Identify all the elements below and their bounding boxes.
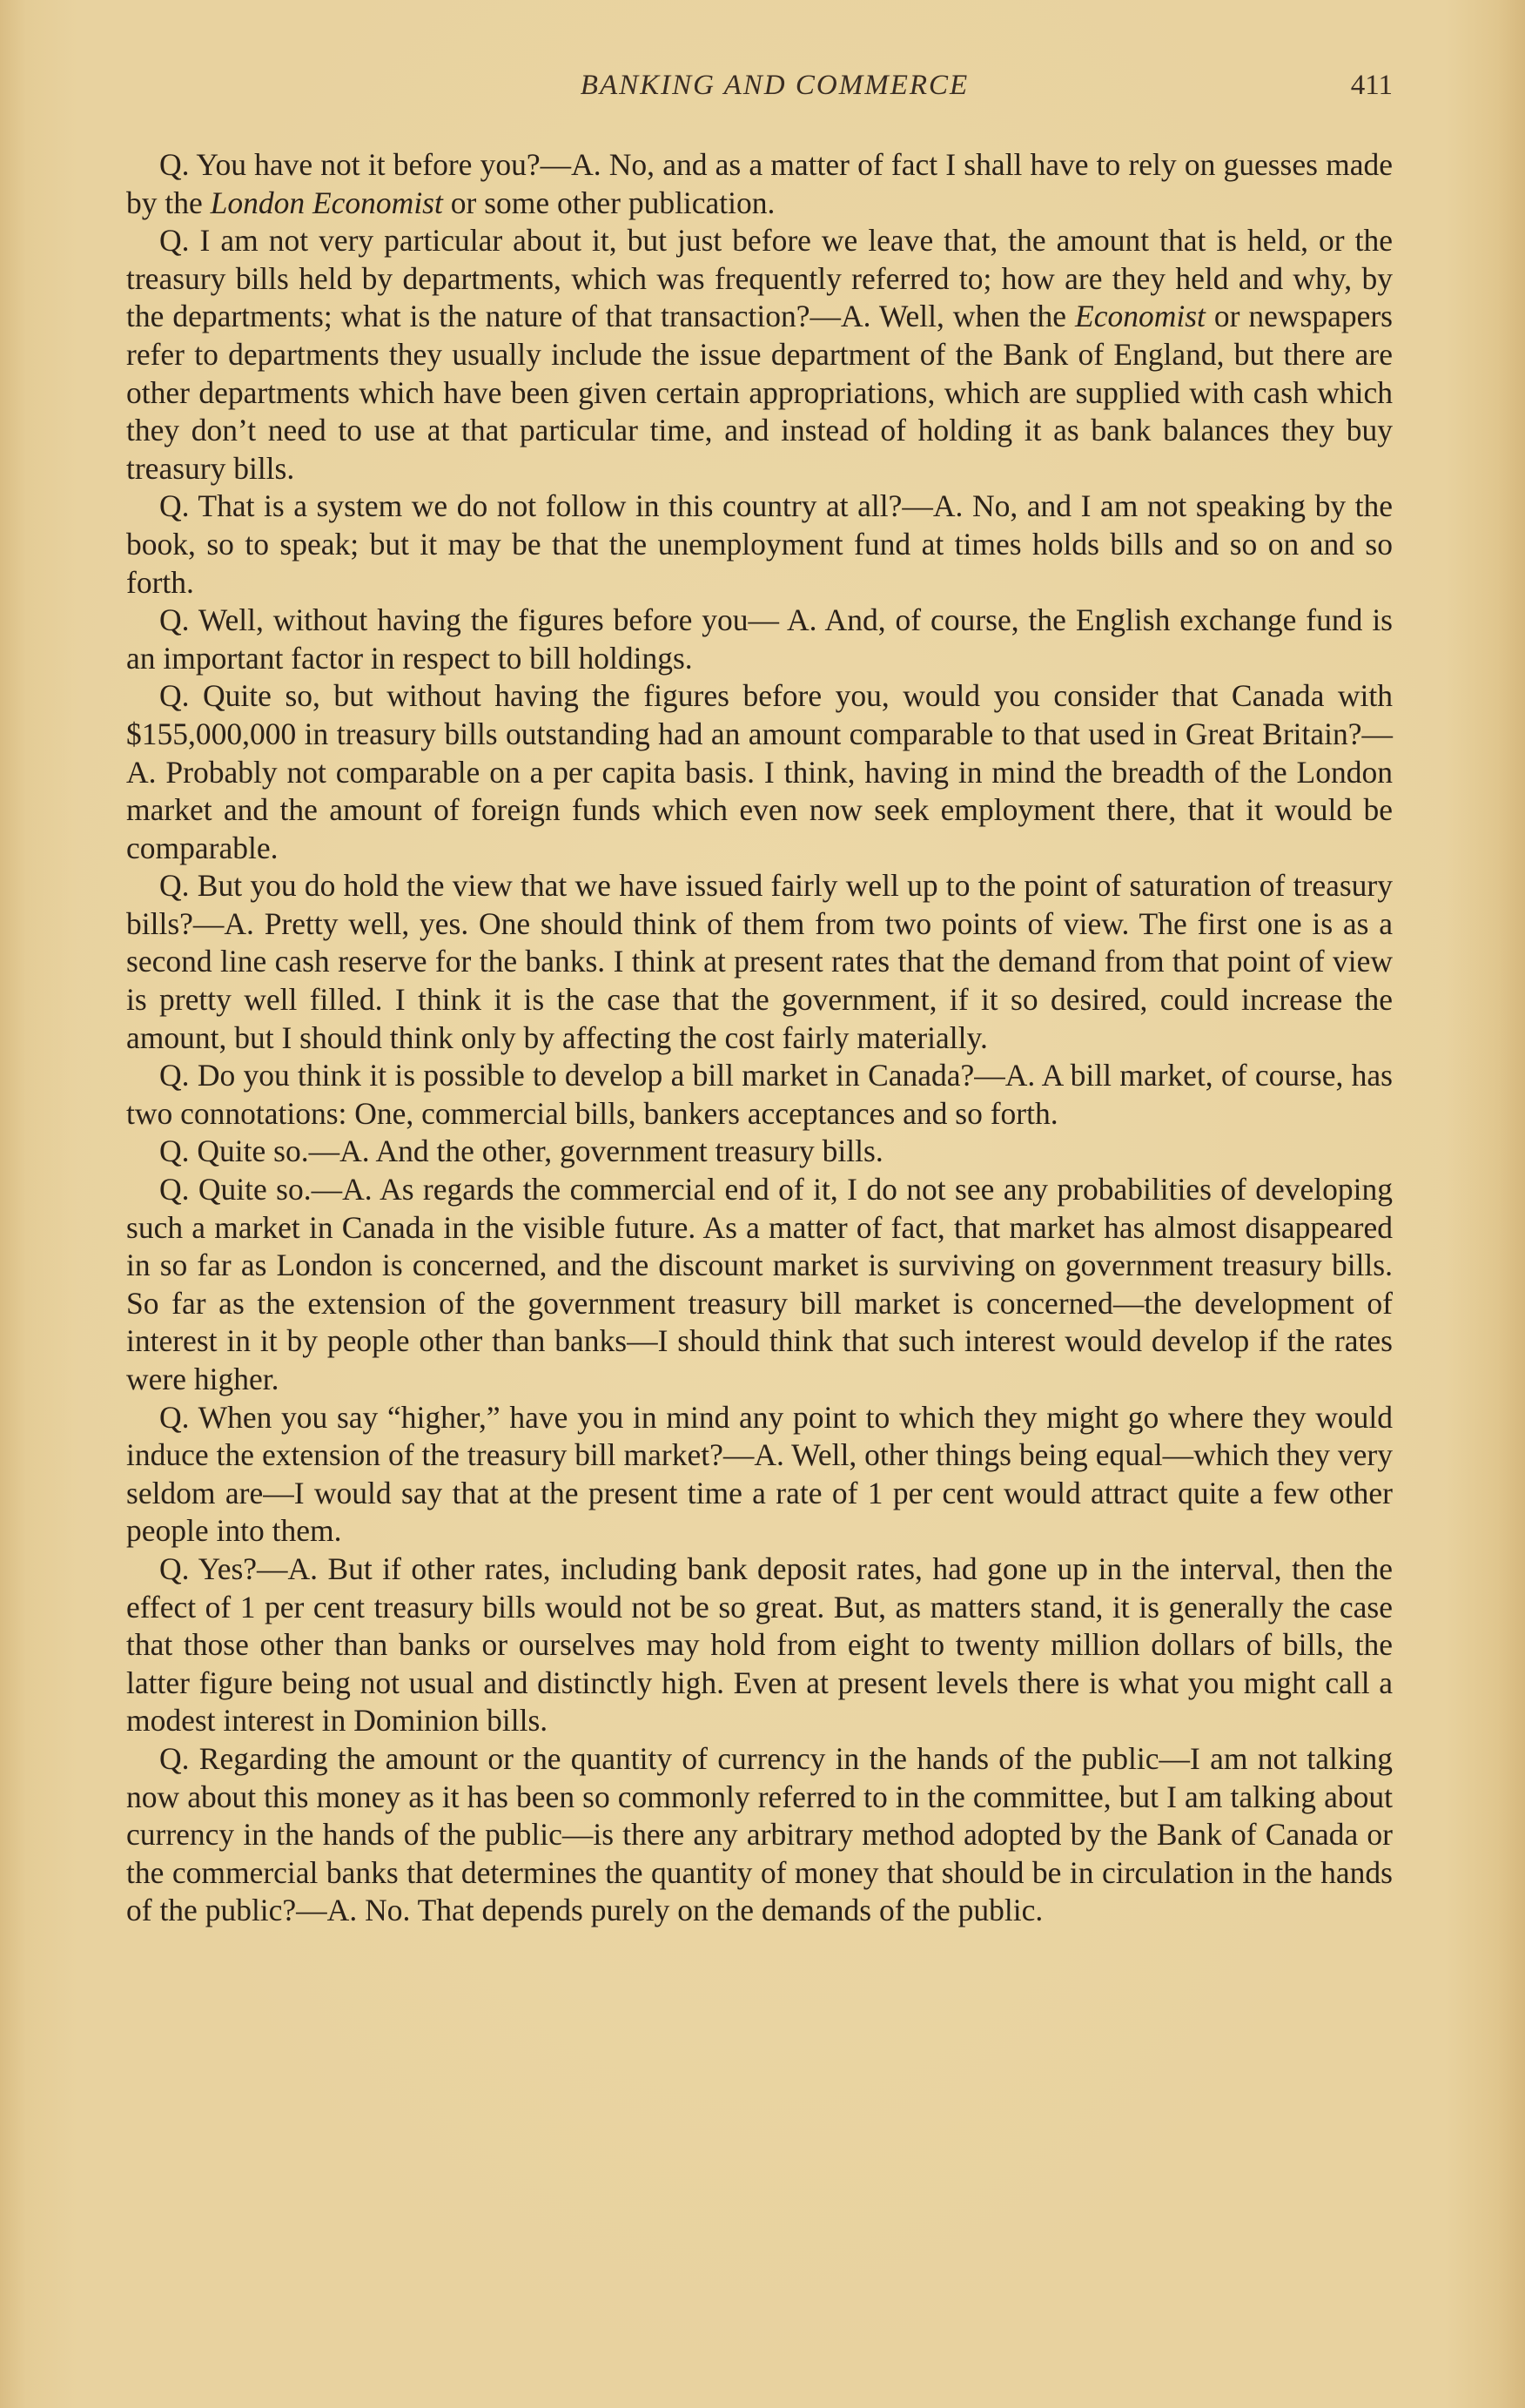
italic-title: Economist [1075, 299, 1206, 334]
text-run: Q. Quite so.—A. As regards the commercial end of it, I do not see any probabilities of developing such a market in Canada in the visible future. As a matter of fact, that market has almost disappeared in so far as London is concerned, and the discount market is surviving on government treasury bills. So far as the extension of the government treasury bill market is concerned—the development of interest in it by people other than banks—I should think that such interest would develop if the rates were higher. [126, 1172, 1393, 1396]
paragraph [126, 602, 1393, 677]
text-run: Q. When you say “higher,” have you in mind any point to which they might go where they would induce the extension of the treasury bill market?—A. Well, other things being equal—which they very seldom are—I would say that at the present time a rate of 1 per cent would attract quite a few other people into them. [126, 1399, 1393, 1549]
text-run: Q. Regarding the amount or the quantity of currency in the hands of the public—I am not talking now about this money as it has been so commonly referred to in the committee, but I am talking about currency in the hands of the public—is there any arbitrary method adopted by the Bank of Canada or the commercial banks that determines the quantity of money that should be in circulation in the hands of the public?—A. No. That depends purely on the demands of the public. [126, 1740, 1393, 1928]
text-run: Q. You have not it before you?—A. No, and as a matter of fact I shall have to rely on guesses made by the [126, 147, 1393, 220]
text-run: Q. That is a system we do not follow in this country at all?—A. No, and I am not speaking by the book, so to speak; but it may be that the unemployment fund at times holds bills and so on and so forth. [126, 488, 1393, 600]
text-run: or newspapers refer to departments they usually include the issue department of the Bank of England, but there are other departments which have been given certain appropriations, which are supplied with cash which they don’t need to use at that particular time, and instead of holding it as bank balances they buy treasury bills. [126, 299, 1393, 486]
paragraph [126, 1133, 1393, 1171]
italic-title: London Economist [210, 185, 443, 220]
text-run: Q. Quite so.—A. And the other, government treasury bills. [159, 1133, 883, 1169]
text-run: Q. Do you think it is possible to develop a bill market in Canada?—A. A bill market, of course, has two connotations: One, commercial bills, bankers acceptances and so forth. [126, 1058, 1393, 1131]
text-run: Q. I am not very particular about it, but just before we leave that, the amount that is held, or the treasury bills held by departments, which was frequently referred to; how are they held and why, by the departments; what is the nature of that transaction?—A. Well, when the [126, 223, 1393, 334]
text-run: or some other publication. [442, 185, 776, 220]
paragraph [126, 146, 1393, 222]
text-run: Q. But you do hold the view that we have issued fairly well up to the point of saturation of treasury bills?—A. Pretty well, yes. One should think of them from two points of view. The first one is as a second line cash reserve for the banks. I think at present rates that the demand from that point of view is pretty well filled. I think it is the case that the government, if it so desired, could increase the amount, but I should think only by affecting the cost fairly materially. [126, 868, 1393, 1055]
paragraph [126, 1399, 1393, 1550]
text-run: Q. Quite so, but without having the figures before you, would you consider that Canada with $155,000,000 in treasury bills outstanding had an amount comparable to that used in Great Britain?—A. Probably not comparable on a per capita basis. I think, having in mind the breadth of the London market and the amount of foreign funds which even now seek employment there, that it would be comparable. [126, 678, 1393, 865]
page-number: 411 [1350, 70, 1393, 101]
text-run: Q. Yes?—A. But if other rates, including bank deposit rates, had gone up in the interval, then the effect of 1 per cent treasury bills would not be so great. But, as matters stand, it is generally the case that those other than banks or ourselves may hold from eight to twenty million dollars of bills, the latter figure being not usual and distinctly high. Even at present levels there is what you might call a modest interest in Dominion bills. [126, 1550, 1393, 1739]
paragraph [126, 222, 1393, 488]
paragraph [126, 1171, 1393, 1399]
paragraph [126, 1740, 1393, 1930]
running-head: BANKING AND COMMERCE [580, 70, 970, 101]
paragraph [126, 1057, 1393, 1133]
text-run: Q. Well, without having the figures before you— A. And, of course, the English exchange fund is an important factor in respect to bill holdings. [126, 602, 1393, 676]
paragraph [126, 867, 1393, 1057]
paragraph [126, 677, 1393, 867]
paragraph [126, 1550, 1393, 1740]
page-header [157, 70, 1393, 113]
paragraph [126, 488, 1393, 602]
body-text [126, 146, 1393, 1930]
